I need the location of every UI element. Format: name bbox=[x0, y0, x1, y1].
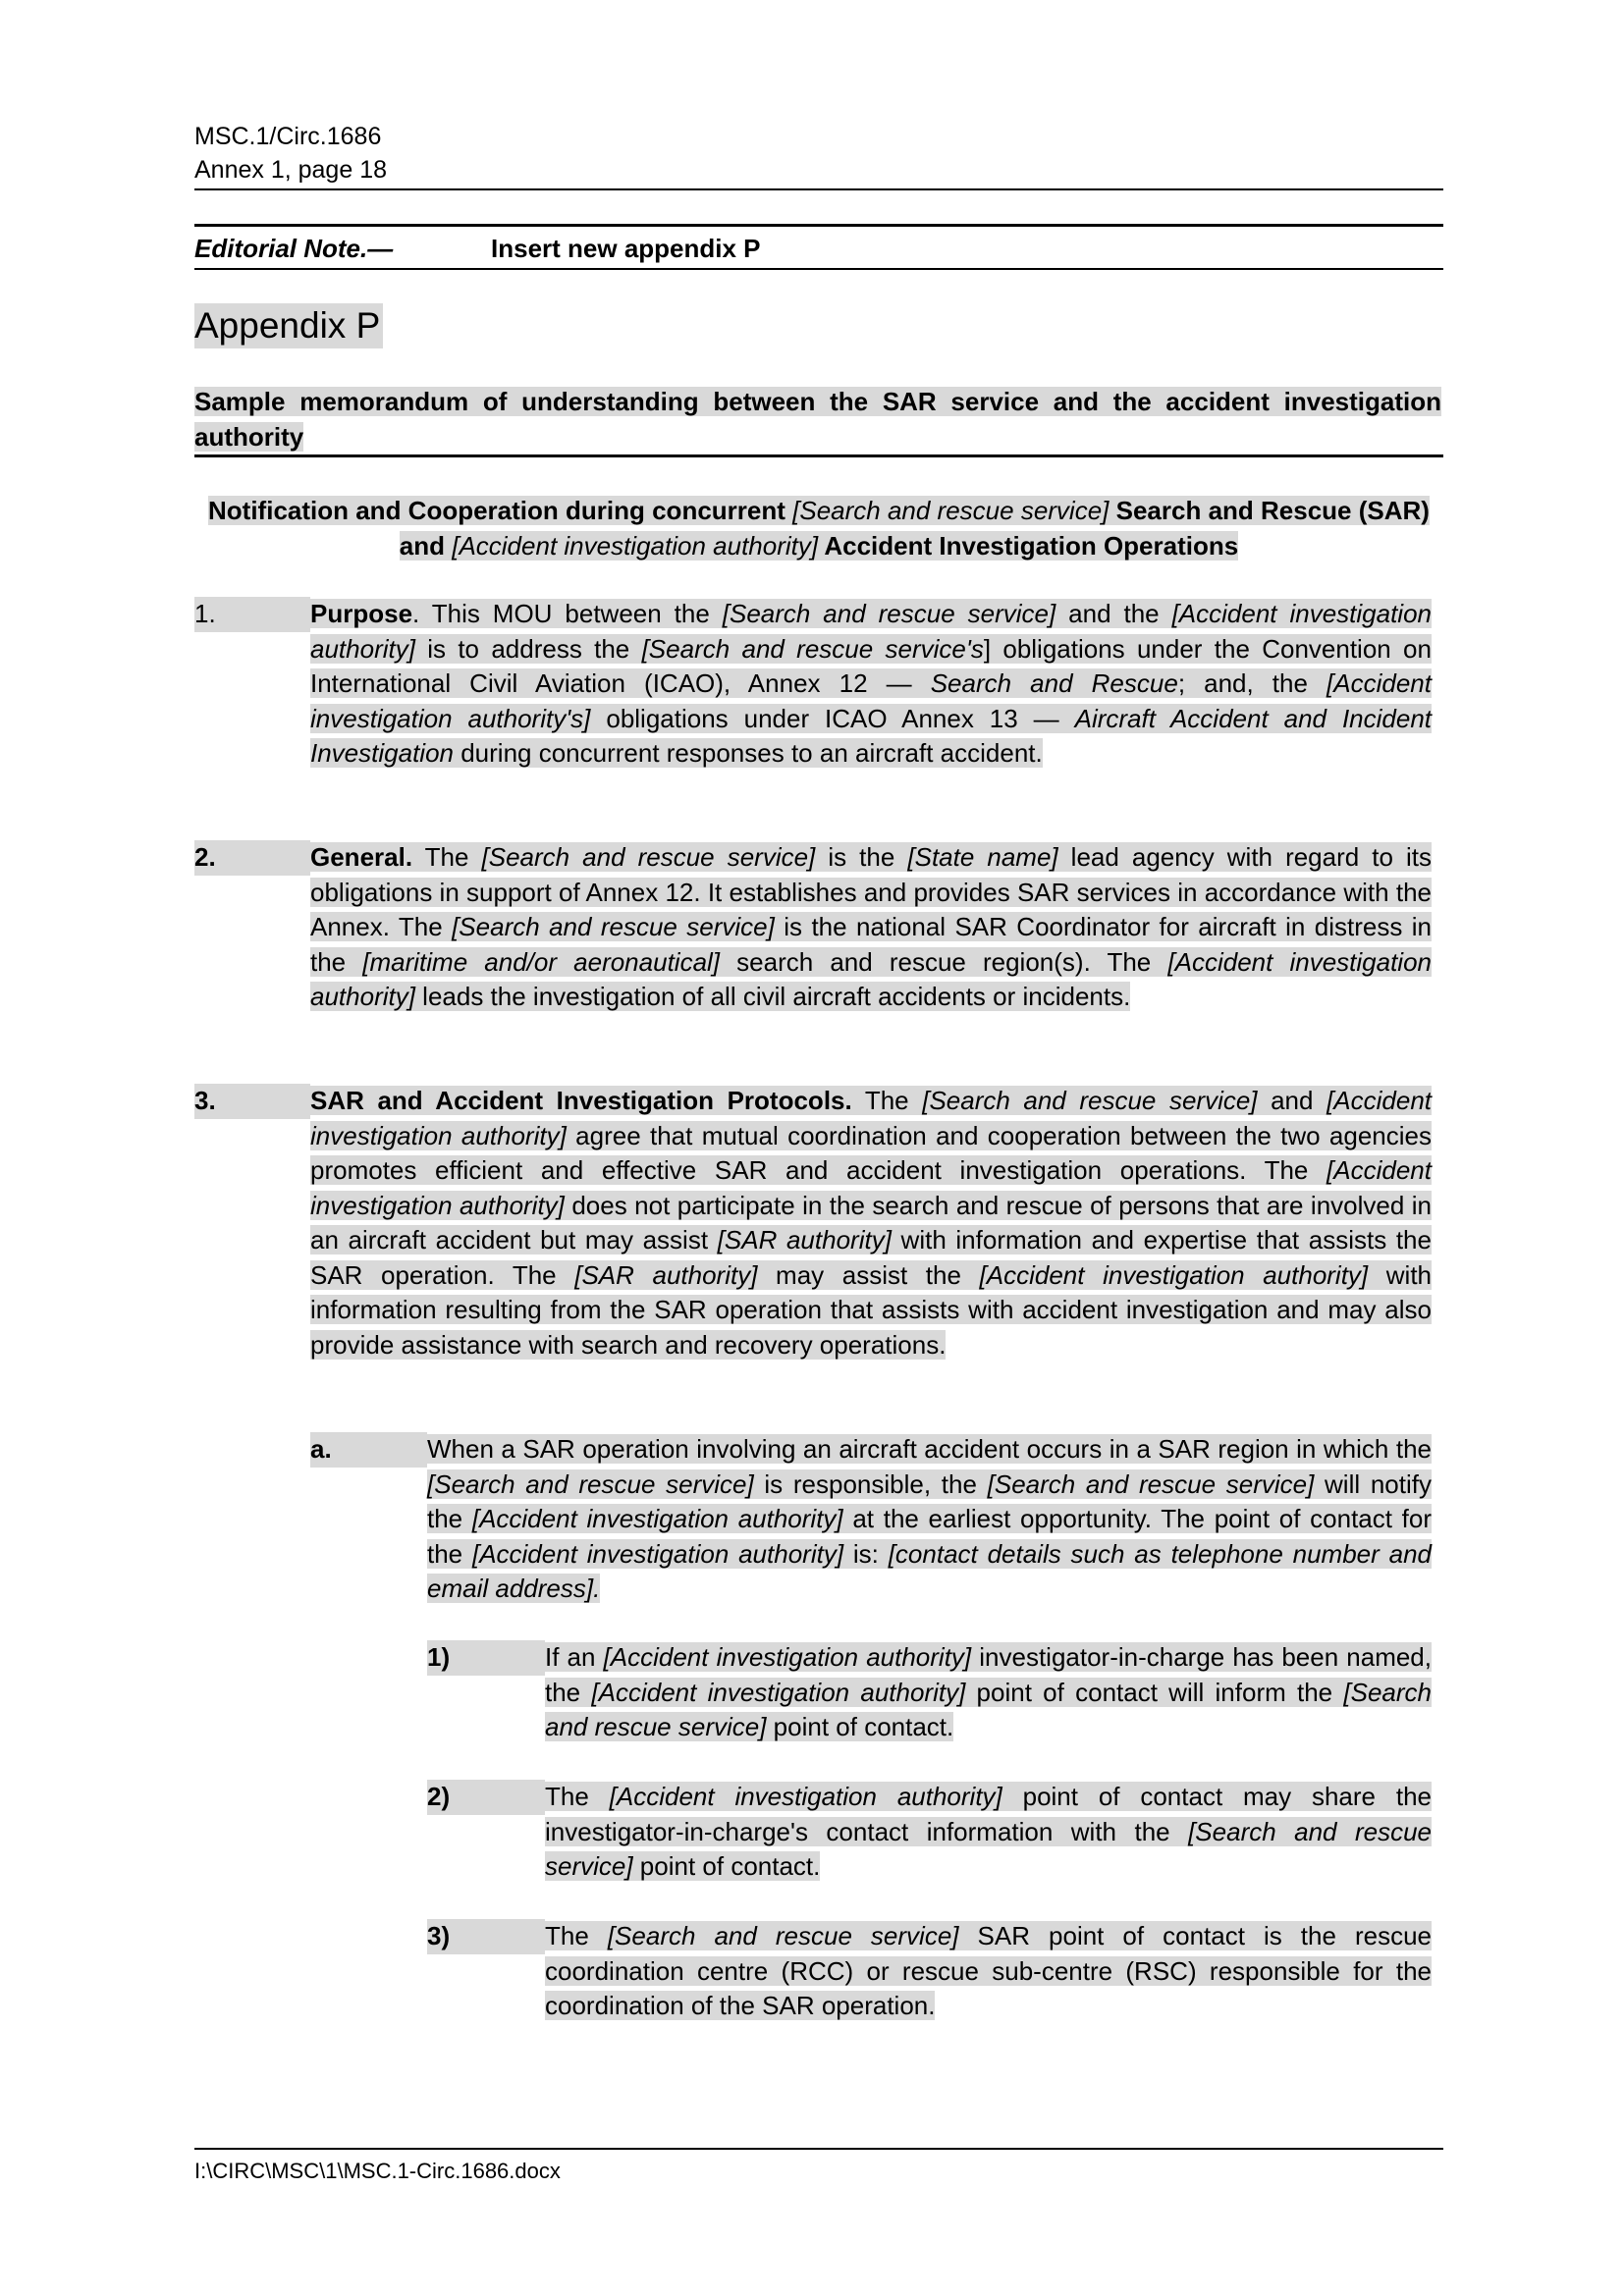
appendix-title-text: Sample memorandum of understanding between the SAR service and the accident investigation authority bbox=[194, 387, 1441, 452]
subitem-text bbox=[545, 1782, 1432, 1881]
placeholder-text: [Accident investigation authority] bbox=[310, 1086, 1433, 1150]
placeholder-text: [Search and rescue service] bbox=[545, 1677, 1432, 1741]
placeholder-text: [Accident investigation authority's] bbox=[310, 668, 1432, 733]
subitem-number: 2) bbox=[427, 1780, 545, 1815]
body-text: and the bbox=[1056, 599, 1172, 628]
body-text: When a SAR operation involving an aircraft accident occurs in a SAR region in which the bbox=[427, 1434, 1432, 1464]
title-rule bbox=[194, 454, 1443, 457]
placeholder-text: [Accident investigation authority] bbox=[471, 1504, 843, 1533]
body-text: is responsible, the bbox=[753, 1468, 988, 1499]
editorial-bottom-rule bbox=[194, 268, 1443, 270]
body-text: leads the investigation of all civil aircraft accidents or incidents. bbox=[414, 982, 1131, 1011]
placeholder-text: [Accident investigation authority] bbox=[603, 1642, 972, 1672]
section-text bbox=[310, 1086, 1432, 1360]
placeholder-text: [Accident investigation authority] bbox=[471, 1538, 844, 1569]
body-text: point of contact will inform the bbox=[965, 1677, 1344, 1707]
section-number: 3. bbox=[194, 1084, 310, 1119]
subtitle-placeholder: [Search and rescue service] bbox=[792, 496, 1110, 525]
header-rule bbox=[194, 188, 1443, 190]
placeholder-text: [State name] bbox=[907, 842, 1058, 872]
body-text: point of contact. bbox=[632, 1851, 821, 1881]
subitem-number: a. bbox=[310, 1432, 427, 1468]
subtitle-text: Notification and Cooperation during concurrent bbox=[208, 496, 793, 525]
footer-rule bbox=[194, 2148, 1443, 2150]
editorial-note-label: Editorial Note.— bbox=[194, 234, 394, 263]
body-text: at the earliest opportunity. The point of contact for the bbox=[427, 1504, 1433, 1569]
subitem-body bbox=[545, 1640, 1432, 1745]
placeholder-text: [contact details such as telephone number and email address]. bbox=[427, 1538, 1432, 1603]
subtitle-text: Search and Rescue (SAR) and bbox=[399, 496, 1430, 561]
placeholder-text: [Search and rescue service] bbox=[607, 1921, 959, 1950]
section-lead: General. bbox=[310, 842, 413, 872]
section-body bbox=[310, 597, 1432, 772]
section-lead: SAR and Accident Investigation Protocols. bbox=[310, 1086, 852, 1115]
placeholder-text: [Accident investigation authority] bbox=[979, 1259, 1369, 1290]
section-text bbox=[310, 599, 1432, 768]
placeholder-text: Aircraft Accident and Incident Investigation bbox=[310, 703, 1433, 768]
placeholder-text: [maritime and/or aeronautical] bbox=[362, 946, 721, 977]
body-text: The bbox=[851, 1086, 923, 1115]
footer-file-path: I:\CIRC\MSC\1\MSC.1-Circ.1686.docx bbox=[194, 2159, 561, 2183]
section-number: 1. bbox=[194, 597, 310, 632]
body-text: search and rescue region(s). The bbox=[720, 946, 1168, 977]
body-text: may assist the bbox=[757, 1259, 980, 1290]
subitem-body bbox=[427, 1432, 1432, 1607]
body-text: point of contact may share the investigator-in-charge's contact information with the bbox=[545, 1782, 1432, 1846]
body-text: is to address the bbox=[414, 633, 642, 664]
subitem-text bbox=[545, 1921, 1432, 2020]
placeholder-text: [Accident investigation authority] bbox=[609, 1782, 1002, 1811]
placeholder-text: [Search and rescue service] bbox=[427, 1468, 754, 1499]
subitem-body bbox=[545, 1780, 1432, 1885]
body-text: The bbox=[412, 842, 482, 872]
placeholder-text: [Accident investigation authority] bbox=[310, 599, 1433, 664]
subitem-text bbox=[545, 1642, 1432, 1741]
subitem-text bbox=[427, 1434, 1432, 1603]
section-body bbox=[310, 1084, 1432, 1362]
body-text: obligations under ICAO Annex 13 — bbox=[590, 703, 1075, 733]
placeholder-text: [Search and rescue service] bbox=[481, 842, 816, 872]
body-text: ; and, the bbox=[1177, 668, 1327, 698]
header-page-ref: Annex 1, page 18 bbox=[194, 156, 387, 184]
body-text: If an bbox=[545, 1642, 604, 1672]
editorial-note-text: Insert new appendix P bbox=[491, 234, 761, 263]
editorial-note bbox=[194, 232, 1443, 265]
body-text: is the bbox=[815, 842, 908, 872]
section-text bbox=[310, 842, 1432, 1011]
body-text: is: bbox=[843, 1538, 889, 1569]
placeholder-text: [Search and rescue service] bbox=[922, 1086, 1258, 1115]
body-text: with information resulting from the SAR operation that assists with accident investigation and may also provide assistance with search and recovery operations. bbox=[310, 1259, 1433, 1360]
placeholder-text: [Search and rescue service] bbox=[545, 1816, 1433, 1881]
appendix-title bbox=[194, 384, 1441, 454]
placeholder-text: [SAR authority] bbox=[717, 1225, 892, 1255]
body-text: The bbox=[545, 1921, 608, 1950]
placeholder-text: [Accident investigation authority] bbox=[591, 1677, 966, 1707]
appendix-heading: Appendix P bbox=[194, 303, 383, 348]
placeholder-text: [Search and rescue service] bbox=[452, 912, 775, 941]
placeholder-text: [SAR authority] bbox=[574, 1259, 758, 1290]
body-text: investigator-in-charge has been named, the bbox=[545, 1642, 1432, 1707]
body-text: is the national SAR Coordinator for aircraft in distress in the bbox=[310, 912, 1432, 977]
subitem-number: 3) bbox=[427, 1919, 545, 1954]
placeholder-text: [Search and rescue service's bbox=[641, 633, 984, 664]
body-text: does not participate in the search and rescue of persons that are involved in an aircraft accident but may assist bbox=[310, 1190, 1432, 1255]
body-text: and bbox=[1257, 1086, 1327, 1115]
subtitle-placeholder: [Accident investigation authority] bbox=[452, 531, 819, 561]
body-text: with information and expertise that assists the SAR operation. The bbox=[310, 1225, 1432, 1290]
appendix-subtitle bbox=[194, 493, 1443, 563]
body-text: during concurrent responses to an aircraft accident. bbox=[453, 738, 1043, 768]
body-text: The bbox=[545, 1782, 610, 1811]
body-text: ] obligations under the Convention on International Civil Aviation (ICAO), Annex 12 — bbox=[310, 633, 1432, 698]
body-text: . This MOU between the bbox=[412, 599, 723, 628]
placeholder-text: [Search and rescue service] bbox=[722, 599, 1056, 628]
placeholder-text: [Search and rescue service] bbox=[987, 1468, 1315, 1499]
section-lead: Purpose bbox=[310, 599, 413, 628]
editorial-top-rule bbox=[194, 224, 1443, 227]
subitem-body bbox=[545, 1919, 1432, 2024]
placeholder-text: [Accident investigation authority] bbox=[310, 946, 1432, 1011]
body-text: lead agency with regard to its obligations in support of Annex 12. It establishes and provides SAR services in accordance with the Annex. The bbox=[310, 842, 1433, 941]
placeholder-text: Search and Rescue bbox=[930, 668, 1178, 698]
subtitle-text: Accident Investigation Operations bbox=[818, 531, 1239, 561]
section-number: 2. bbox=[194, 840, 310, 876]
subitem-number: 1) bbox=[427, 1640, 545, 1676]
body-text: will notify the bbox=[427, 1468, 1432, 1533]
body-text: agree that mutual coordination and cooperation between the two agencies promotes efficient and effective SAR and accident investigation operations. The bbox=[310, 1120, 1432, 1185]
body-text: point of contact. bbox=[766, 1712, 954, 1741]
placeholder-text: [Accident investigation authority] bbox=[310, 1155, 1432, 1220]
body-text: SAR point of contact is the rescue coordination centre (RCC) or rescue sub-centre (RSC) responsible for the coordination of the SAR operation. bbox=[545, 1921, 1432, 2020]
section-body bbox=[310, 840, 1432, 1015]
header-doc-ref: MSC.1/Circ.1686 bbox=[194, 123, 382, 150]
